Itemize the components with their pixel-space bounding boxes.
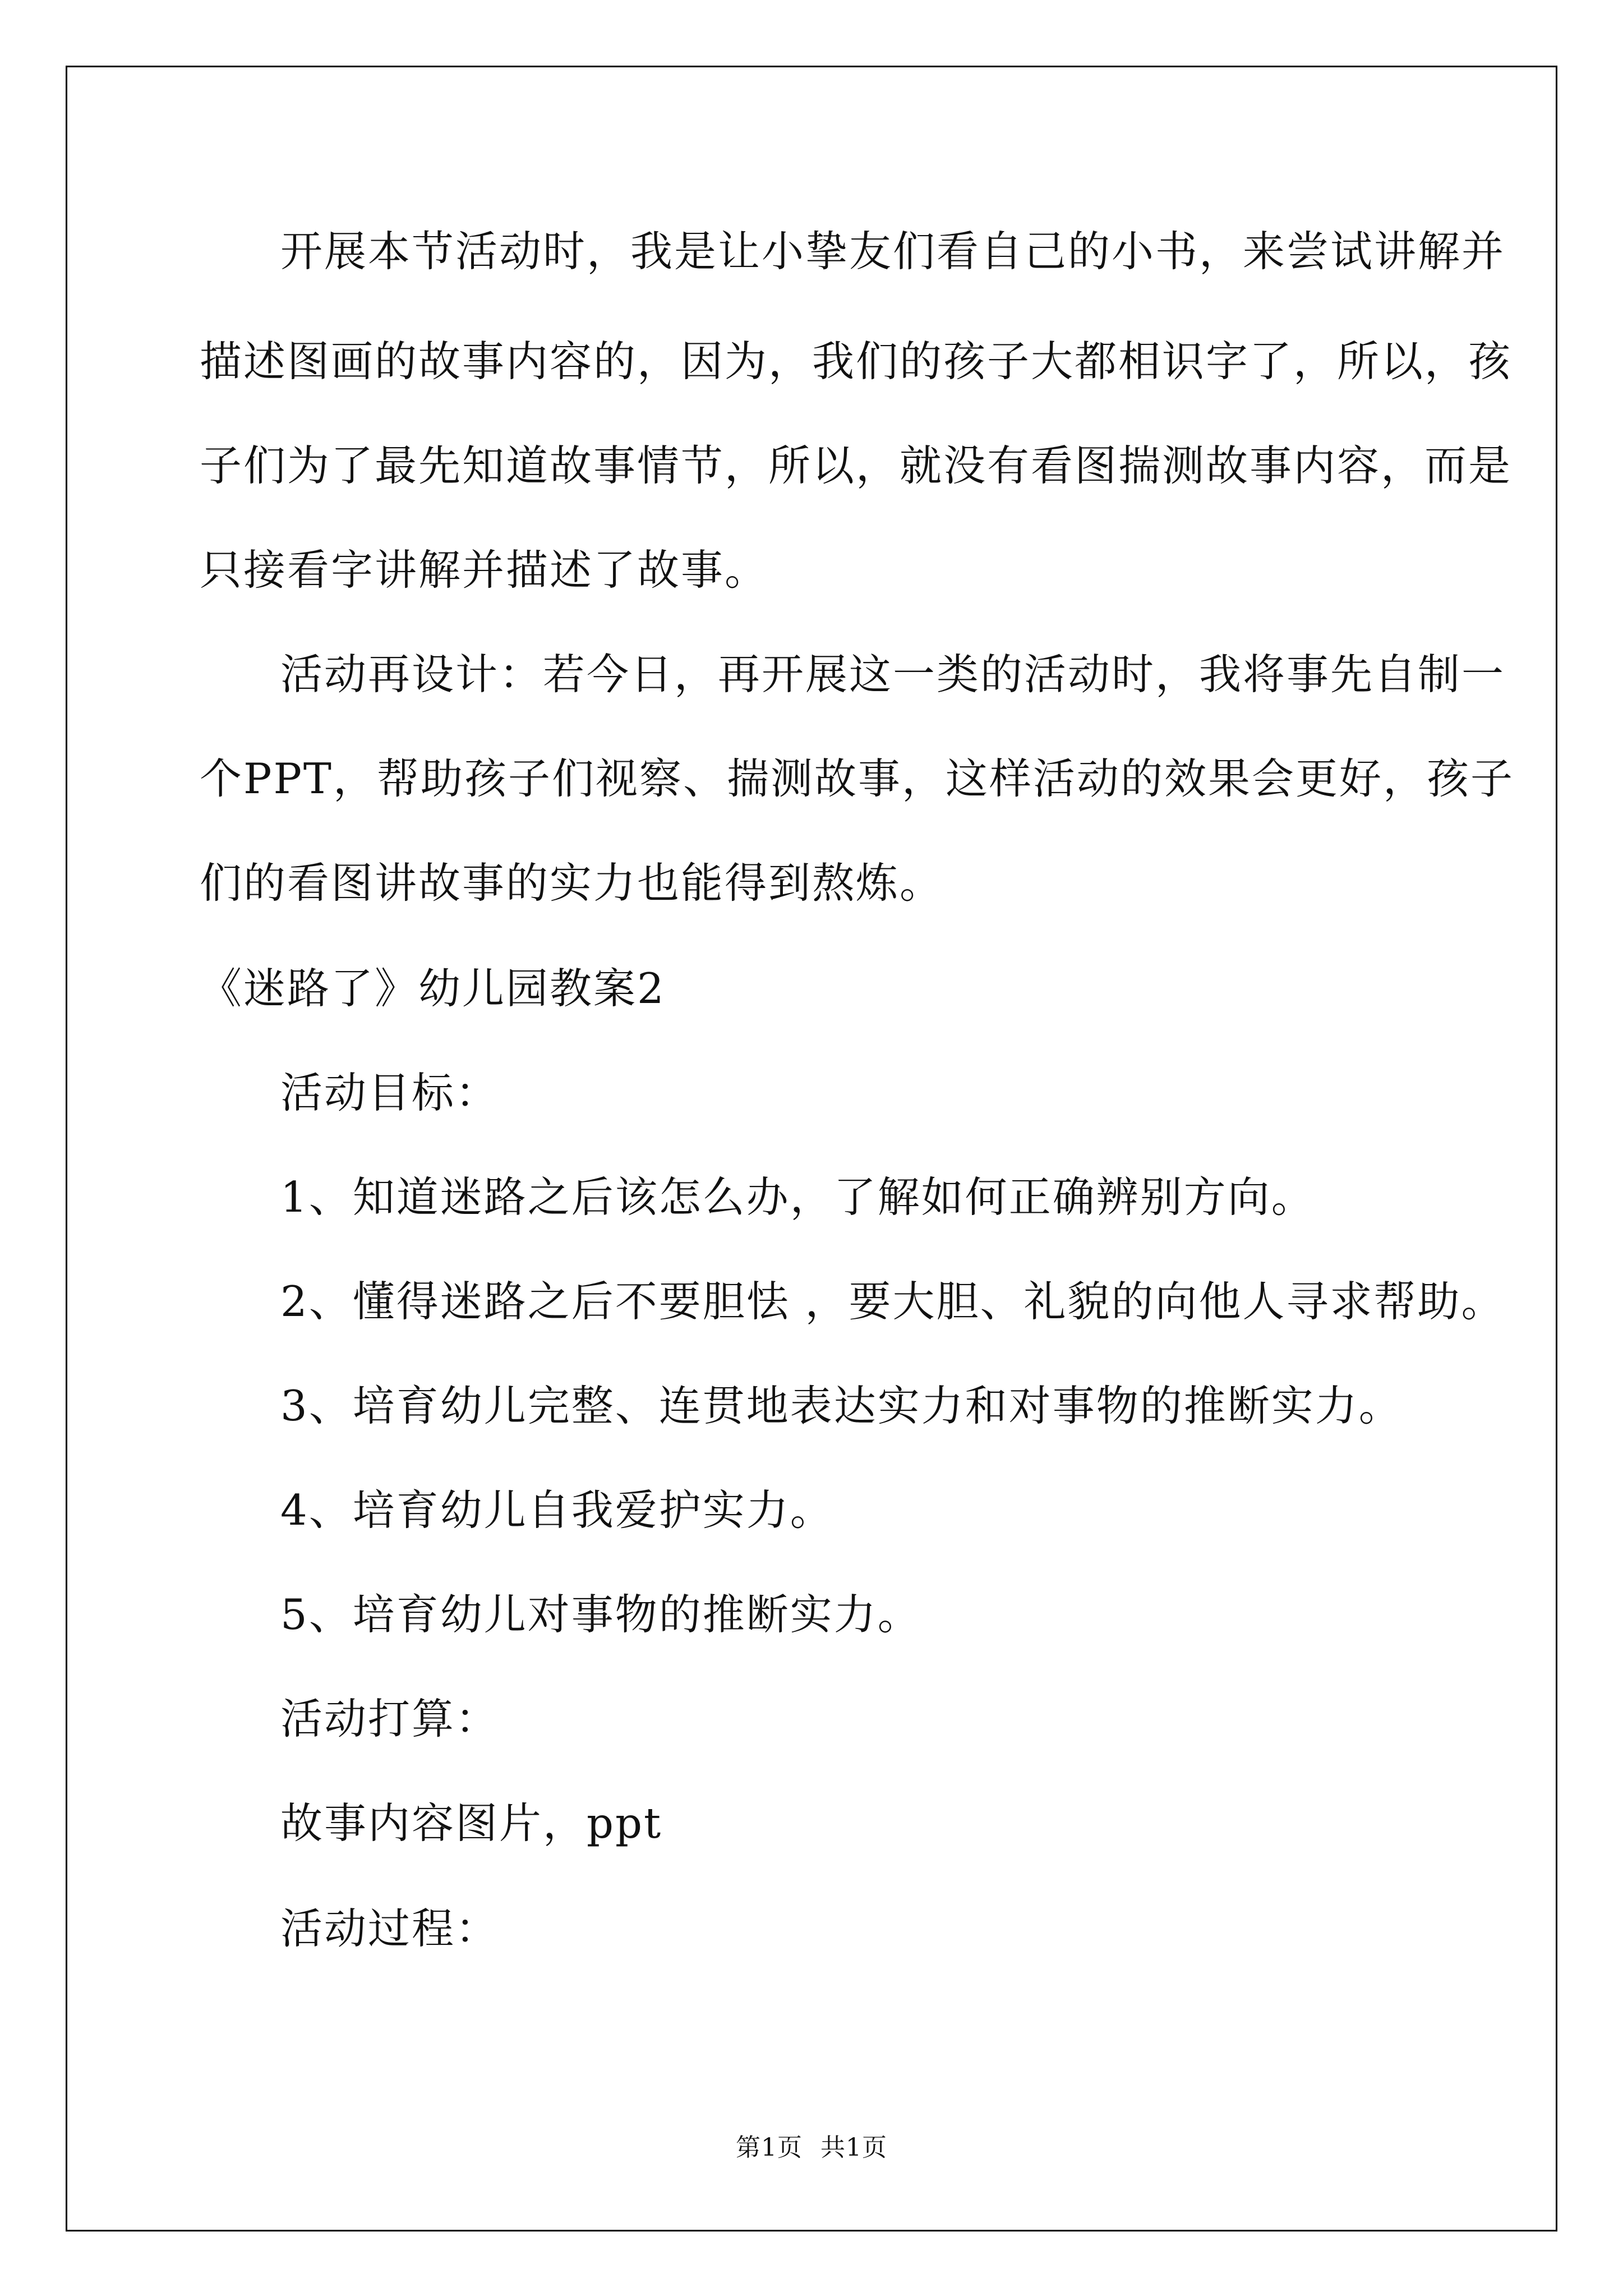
page-number: 第1页 [736, 2133, 803, 2162]
paragraph-line: 子们为了最先知道故事情节，所以，就没有看图揣测故事内容，而是 [200, 441, 1513, 490]
goal-item: 5、培育幼儿对事物的推断实力。 [280, 1590, 921, 1639]
paragraph-line: 们的看图讲故事的实力也能得到熬炼。 [200, 858, 944, 908]
prep-text: 故事内容图片，ppt [280, 1798, 663, 1848]
page-footer [0, 2127, 1623, 2163]
goal-item: 2、懂得迷路之后不要胆怯 ，要大胆、礼貌的向他人寻求帮助。 [280, 1277, 1505, 1326]
paragraph-line: 开展本节活动时，我是让小挚友们看自己的小书，来尝试讲解并 [280, 227, 1506, 276]
paragraph-line: 描述图画的故事内容的，因为，我们的孩子大都相识字了，所以，孩 [200, 337, 1513, 386]
goal-item: 4、培育幼儿自我爱护实力。 [280, 1485, 834, 1535]
section-heading: 《迷路了》幼儿园教案2 [200, 964, 666, 1013]
paragraph-line: 活动再设计：若今日，再开展这一类的活动时，我将事先自制一 [280, 650, 1506, 699]
goal-item: 3、培育幼儿完整、连贯地表达实力和对事物的推断实力。 [280, 1381, 1403, 1430]
page-total: 共1页 [820, 2133, 887, 2162]
prep-label: 活动打算： [280, 1694, 500, 1743]
goals-label: 活动目标： [280, 1068, 500, 1117]
process-label: 活动过程： [280, 1904, 500, 1953]
paragraph-line: 个PPT，帮助孩子们视察、揣测故事，这样活动的效果会更好，孩子 [200, 754, 1514, 803]
goal-item: 1、知道迷路之后该怎么办，了解如何正确辨别方向。 [280, 1172, 1315, 1222]
paragraph-line: 只接看字讲解并描述了故事。 [200, 545, 769, 595]
